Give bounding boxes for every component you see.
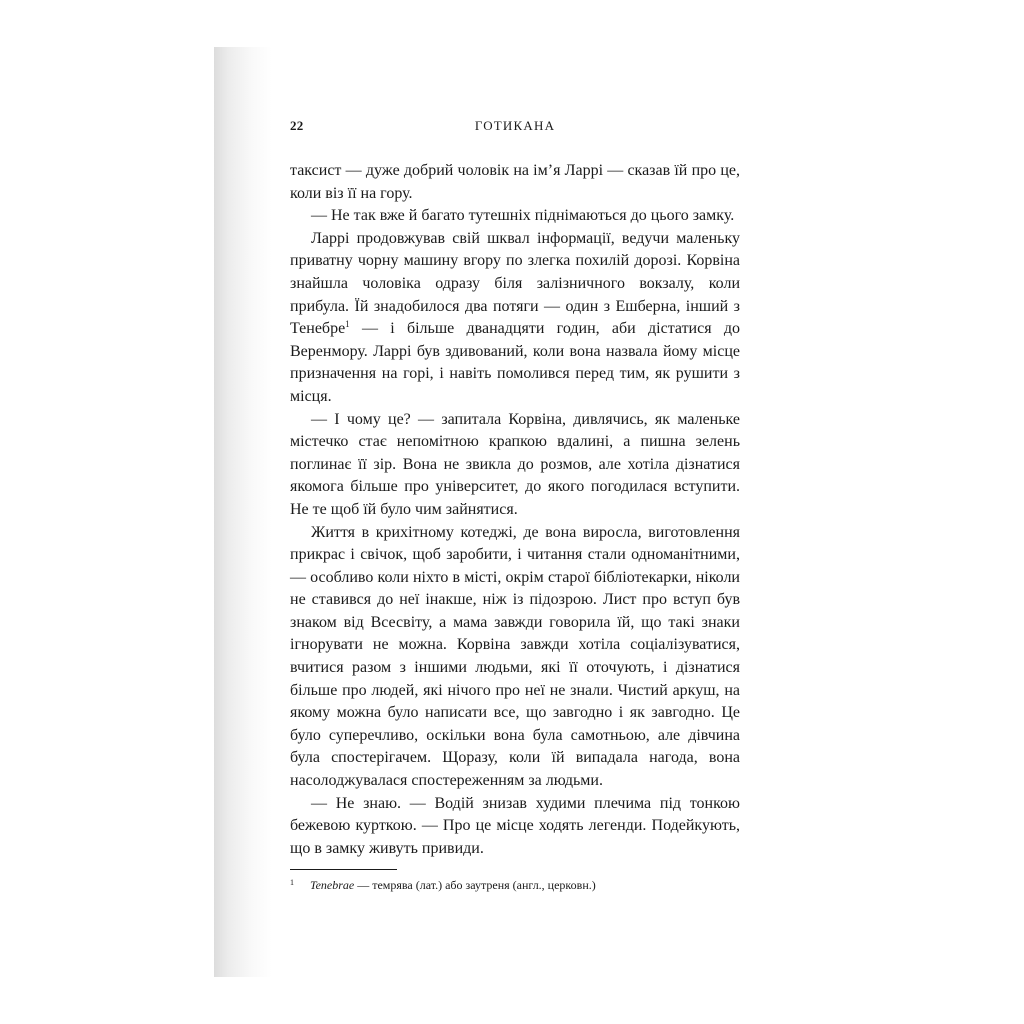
paragraph-dialogue: — І чому це? — запитала Корвіна, дивлячись, як маленьке містечко стає непомітною крапкою вдалині, а пишна зелень поглинає її зір. Вона не звикла до розмов, але хотіла дізнатися якомога більше про університет, до якого погодилася вступити. Не те щоб їй було чим зайнятися. [290, 410, 740, 518]
paragraph-text: — і більше дванадцяти годин, аби дістатися до Веренмору. Ларрі був здивований, коли вона назвала йому місце призначення на горі, і навіть помолився перед тим, як рушити з місця. [290, 320, 740, 405]
paragraph-text: Ларрі продовжував свій шквал інформації, ведучи маленьку приватну чорну машину вгору по злегка похилій дорозі. Корвіна знайшла чоловіка одразу біля залізничного вокзалу, коли прибула. Їй знадобилося два потяги — один з Ешберна, інший з Тенебре [290, 229, 740, 338]
book-title: ГОТИКАНА [474, 118, 556, 133]
footnote-reference: 1 [345, 319, 350, 330]
page-number: 22 [290, 118, 304, 133]
running-head [290, 118, 740, 140]
footnote-divider [290, 869, 397, 870]
footnote: 1 Tenebrae — темрява (лат.) або заутреня (англ., церковн.) [290, 878, 596, 892]
paragraph-dialogue: — Не знаю. — Водій знизав худими плечима під тонкою бежевою курткою. — Про це місце ходять легенди. Подейкують, що в замку живуть привиди. [290, 794, 740, 857]
body-text [290, 160, 740, 860]
paragraph [290, 228, 740, 409]
paragraph: таксист — дуже добрий чоловік на ім’я Ларрі — сказав їй про це, коли віз її на гору. [290, 162, 740, 202]
footnote-term: Tenebrae [310, 878, 355, 892]
paragraph-dialogue: — Не так вже й багато тутешніх піднімаються до цього замку. [311, 207, 735, 225]
paragraph: Життя в крихітному котеджі, де вона виросла, виготовлення прикрас і свічок, щоб заробити, і читання стали одноманітними, — особливо коли ніхто в місті, окрім старої бібліотекарки, ніколи не ставився до неї інакше, ніж із підозрою. Лист про вступ був знаком від Всесвіту, а мама завжди говорила їй, що такі знаки ігнорувати не можна. Корвіна завжди хотіла соціалізуватися, вчитися разом з іншими людьми, які її оточують, і дізнатися більше про людей, які нічого про неї не знали. Чистий аркуш, на якому можна було написати все, що завгодно і як завгодно. Це було суперечливо, оскільки вона була самотньою, але дівчина була спостерігачем. Щоразу, коли їй випадала нагода, вона насолоджувалася спостереженням за людьми. [290, 523, 740, 790]
footnote-text: — темрява (лат.) або заутреня (англ., церковн.) [354, 878, 596, 892]
